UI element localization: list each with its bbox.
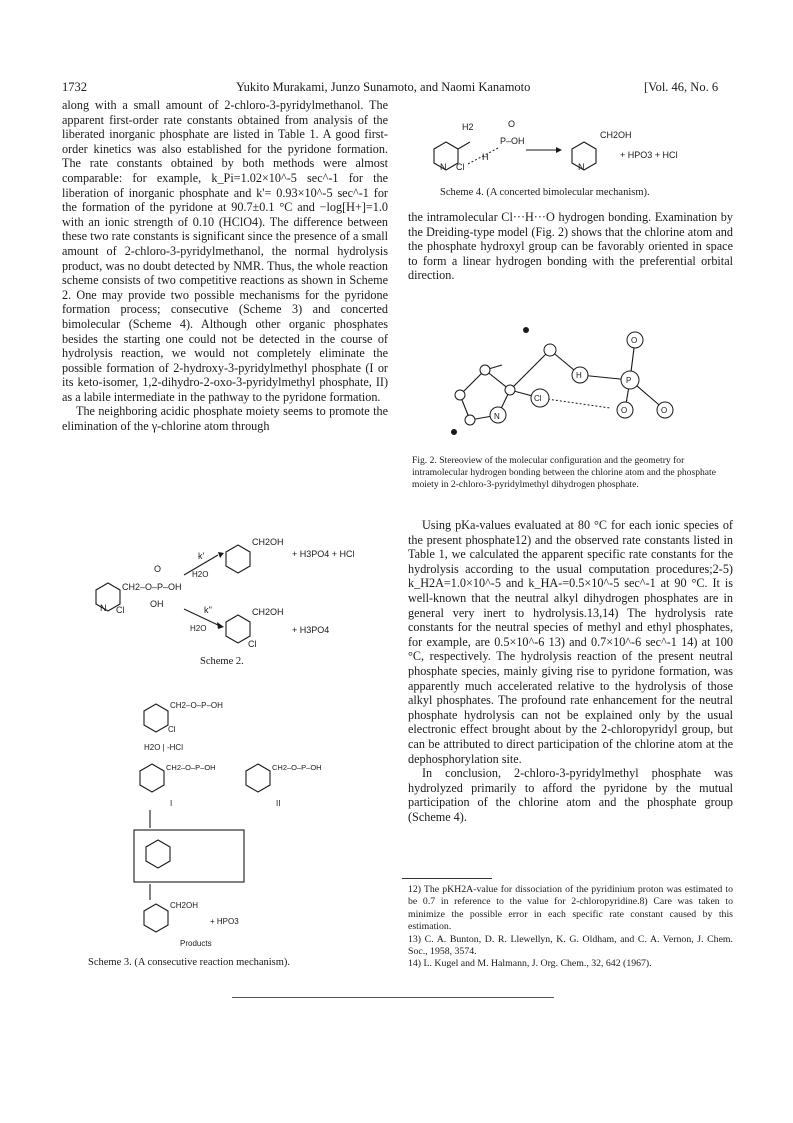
right-paragraph-2: Using pKa-values evaluated at 80 °C for each ionic species of the present phosphate12) and the observed rate constants listed in Table 1, we calculated the apparent specific rate constants for the hydrolysis according to the usual computation procedures;2-5) k_H2A=1.0×10^-5 and k_HA-=0.5×10^-5 sec^-1 at 90 °C. It is well-known that the neutral alkyl dihydrogen phosphates are in general very inert to hydrolysis.13,14) The hydrolysis rate constants for the neutral species of methyl and ethyl phosphates, for example, are 0.5×10^-6 13) and 0.7×10^-6 sec^-1 14) at 100 °C, respectively. The hydrolysis reaction of the present neutral phosphate species, mainly giving rise to pyridone formation, was apparently much accelerated relative to the hydrolysis of those alkyl phosphates. The profound rate enhancement for the neutral phosphate hydrolysis can not be explained only by the usual electronic effect brought about by the 2-chloropyridyl group, but can be attributed to direct participation of the chlorine atom at the dephosphorylation site. — [408, 518, 733, 766]
fig2-label-cl: Cl — [534, 394, 542, 403]
scheme3-hcl-loss: H2O | -HCl — [144, 743, 183, 752]
scheme2-products-top: + H3PO4 + HCl — [292, 549, 355, 559]
scheme3-ch2oh: CH2OH — [170, 901, 199, 910]
left-paragraph-2: The neighboring acidic phosphate moiety seems to promote the elimination of the γ-chlorine atom through — [62, 404, 388, 434]
scheme2-products-bottom: + H3PO4 — [292, 625, 330, 635]
scheme2-k-prime: k' — [198, 551, 205, 561]
scheme4-h: H — [482, 152, 489, 162]
scheme3-cl-1: Cl — [168, 725, 176, 734]
fig2-stereoview — [440, 320, 700, 445]
scheme2-ch2oh-bottom: CH2OH — [252, 607, 284, 617]
fig2-label-h: H — [576, 371, 582, 380]
scheme3-label-ii: II — [276, 799, 281, 808]
scheme2-reactant-chain: CH2–O–P–OH — [122, 582, 182, 592]
scheme2-k-double-prime: k'' — [204, 605, 212, 615]
scheme3-hpo3: + HPO3 — [210, 917, 239, 926]
scheme2-h2o-bottom: H2O — [190, 624, 207, 633]
scheme4-products: + HPO3 + HCl — [620, 150, 678, 160]
scheme3-chain-i: CH2–O–P–OH — [166, 763, 216, 772]
scheme4-ch2oh: CH2OH — [600, 130, 632, 140]
scheme3-products: Products — [180, 939, 212, 948]
reference-13: 13) C. A. Bunton, D. R. Llewellyn, K. G. Oldham, and C. A. Vernon, J. Chem. Soc., 1958, 3574. — [408, 933, 733, 958]
scheme4-poh: P–OH — [500, 136, 525, 146]
references-rule — [402, 878, 492, 879]
scheme4-n: N — [440, 162, 447, 172]
scheme3-label-i: I — [170, 799, 173, 808]
scheme-3-caption: Scheme 3. (A consecutive reaction mechanism). — [88, 957, 291, 968]
fig2-label-o3: O — [661, 406, 668, 415]
running-authors: Yukito Murakami, Junzo Sunamoto, and Naomi Kanamoto — [236, 80, 531, 94]
scheme-4-diagram — [420, 118, 720, 180]
reference-14: 14) L. Kugel and M. Halmann, J. Org. Chem., 32, 642 (1967). — [408, 958, 652, 970]
scheme-2-caption: Scheme 2. — [200, 656, 244, 667]
scheme4-cl: Cl — [456, 162, 465, 172]
right-column-bottom — [408, 518, 733, 824]
fig2-label-n: N — [494, 412, 500, 421]
scheme4-n2: N — [578, 162, 585, 172]
fig2-label-p: P — [626, 376, 632, 385]
right-column-top — [408, 210, 733, 283]
scheme-4-caption: Scheme 4. (A concerted bimolecular mechanism). — [440, 187, 650, 198]
scheme3-chain-ii: CH2–O–P–OH — [272, 763, 322, 772]
scheme4-o-top: O — [508, 119, 516, 129]
scheme2-o-top: O — [154, 564, 162, 574]
scheme2-oh: OH — [150, 599, 164, 609]
right-paragraph-3: In conclusion, 2-chloro-3-pyridylmethyl phosphate was hydrolyzed primarily to afford the pyridone by the mutual participation of the chlorine atom and the phosphate group (Scheme 4). — [408, 766, 733, 824]
scheme2-cl-bottom: Cl — [248, 639, 257, 649]
scheme2-h2o-top: H2O — [192, 570, 209, 579]
left-paragraph-1: along with a small amount of 2-chloro-3-pyridylmethanol. The apparent first-order rate constants obtained from analysis of the liberated inorganic phosphate are listed in Table 1. A good first-order kinetics was also established for the pyridone formation. The rate constants obtained by both methods were almost comparable: for example, k_Pi=1.02×10^-5 sec^-1 for the liberation of inorganic phosphate and k'= 0.93×10^-5 sec^-1 for the formation of the pyridone at 90.7±0.1 °C and −log[H+]=1.0 with an ionic strength of 0.10 (HClO4). The difference between these two rate constants is significant since the presence of a small amount of 2-chloro-3-pyridylmethanol, the normal hydrolysis product, was no doubt detected by NMR. Thus, the whole reaction scheme consists of two competitive reactions as shown in Scheme 2. One may provide two possible mechanisms for the pyridone formation process; consecutive (Scheme 3) and concerted bimolecular (Scheme 4). Although other organic phosphates besides the starting one could not be detected in the course of hydrolysis reaction, we would not completely eliminate the possible formation of 2-hydroxy-3-pyridylmethyl phosphate (I or its keto-isomer, 1,2-dihydro-2-oxo-3-pyridylmethyl phosphate, II) as a labile intermediate in the pathway to the pyridone formation. — [62, 98, 388, 404]
page-bottom-rule — [232, 997, 554, 998]
fig2-label-o2: O — [621, 406, 628, 415]
scheme2-cl: Cl — [116, 605, 125, 615]
references — [408, 884, 733, 971]
scheme-3-diagram — [130, 680, 350, 950]
scheme2-n: N — [100, 603, 107, 613]
left-column — [62, 98, 388, 434]
fig2-label-o1: O — [631, 336, 638, 345]
scheme2-ch2oh-top: CH2OH — [252, 537, 284, 547]
volume-info: [Vol. 46, No. 6 — [644, 80, 719, 94]
scheme4-h2: H2 — [462, 122, 474, 132]
fig-2-caption: Fig. 2. Stereoview of the molecular configuration and the geometry for intramolecular hydrogen bonding between the chlorine atom and the phosphate moiety in 2-chloro-3-pyridylmethyl dihydrogen phosphate. — [412, 455, 716, 490]
reference-12: 12) The pKH2A-value for dissociation of the pyridinium proton was estimated to be 0.7 in reference to the value for 2-chloropyridine.8) Care was taken to minimize the possible error in each specific rate constant caused by this estimation. — [408, 884, 733, 933]
scheme-2-diagram — [88, 535, 388, 655]
page-number: 1732 — [62, 80, 87, 94]
right-paragraph-1: the intramolecular Cl···H···O hydrogen bonding. Examination by the Dreiding-type model (Fig. 2) shows that the chlorine atom and the phosphate hydroxyl group can be favorably oriented in space to form a linear hydrogen bonding with the preferential orbital direction. — [408, 210, 733, 283]
scheme3-chain-1: CH2–O–P–OH — [170, 701, 223, 710]
